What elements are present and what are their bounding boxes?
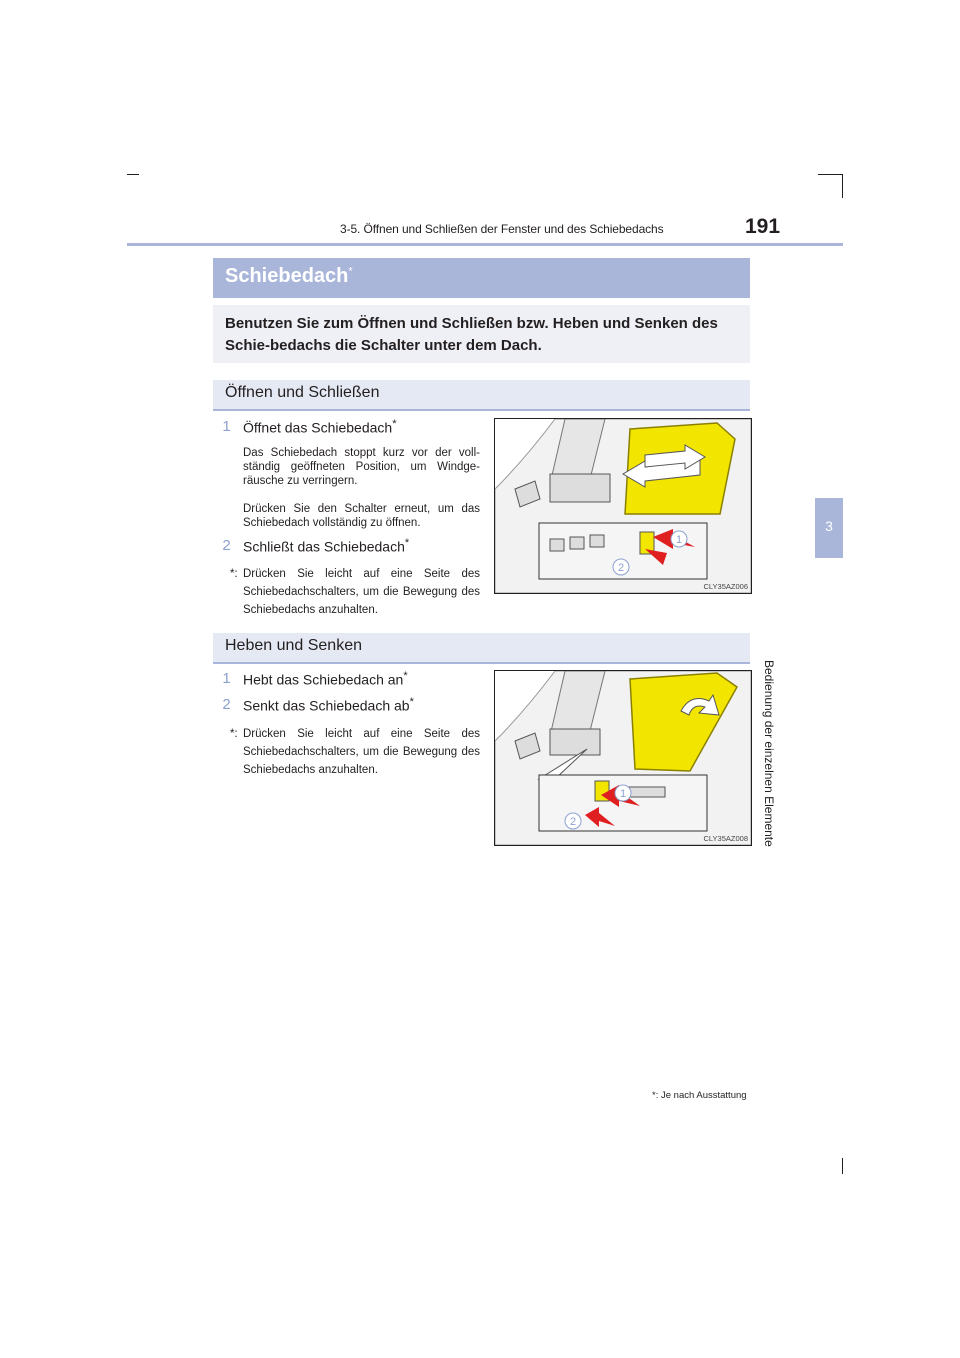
illustration-open-close [494, 418, 752, 594]
roof-console-drawing [495, 419, 751, 593]
footnote-symbol: *: [230, 728, 238, 740]
subsection-heading-open-close [213, 380, 750, 411]
illustration-code: CLY35AZ006 [703, 582, 748, 591]
crop-mark [842, 1158, 843, 1174]
step-note: Drücken Sie den Schalter erneut, um das Schiebedach vollständig zu öffnen. [243, 503, 480, 529]
subsection-heading-tilt [213, 633, 750, 664]
intro-text: Benutzen Sie zum Öffnen und Schließen bzw. Heben und Senken des Schie-bedachs die Schalter unter dem Dach. [225, 315, 718, 354]
step-number: 2 [222, 696, 231, 713]
chapter-tab [815, 498, 843, 558]
step-note: Das Schiebedach stoppt kurz vor der voll-ständig geöffneten Position, um Windge-räusche zu verringern. [243, 447, 480, 487]
footnote-text: : Je nach Ausstattung [655, 1090, 747, 1101]
optional-mark: * [403, 670, 408, 682]
optional-mark: * [348, 265, 353, 278]
crop-mark [818, 174, 843, 175]
step-number: 1 [222, 418, 231, 435]
chapter-number: 3 [825, 518, 833, 534]
step-label: Öffnet das Schiebedach [243, 419, 393, 436]
callout-1: 1 [675, 534, 683, 546]
callout-2: 2 [617, 562, 625, 574]
optional-mark: * [404, 537, 410, 549]
optional-mark: * [409, 696, 414, 708]
footnote-stop-movement [230, 725, 480, 781]
page-footnote [652, 1090, 747, 1101]
illustration-tilt [494, 670, 752, 846]
illustration-code: CLY35AZ008 [703, 834, 748, 843]
subsection-heading-text: Öffnen und Schließen [225, 384, 380, 401]
intro-box [213, 305, 750, 363]
crop-mark [127, 174, 139, 175]
callout-1: 1 [619, 788, 627, 800]
step-label: Senkt das Schiebedach ab [243, 697, 410, 714]
step-text [243, 696, 414, 714]
footnote-text: Drücken Sie leicht auf eine Seite des Schiebedachschalters, um die Bewegung des Schiebedachs anzuhalten. [243, 728, 480, 776]
step-text [243, 418, 396, 436]
section-title-bar [213, 258, 750, 298]
step-text [243, 670, 408, 688]
header-rule [127, 243, 843, 246]
footnote-text: Drücken Sie leicht auf eine Seite des Schiebedachschalters, um die Bewegung des Schiebedachs anzuhalten. [243, 568, 480, 616]
roof-console-drawing [495, 671, 751, 845]
step-text [243, 537, 409, 555]
header-section-title: 3-5. Öffnen und Schließen der Fenster und des Schiebedachs [340, 222, 664, 236]
subsection-heading-text: Heben und Senken [225, 637, 362, 654]
chapter-title: Bedienung der einzelnen Elemente [762, 660, 776, 847]
footnote-symbol: *: [230, 568, 238, 580]
optional-mark: * [392, 418, 397, 430]
footnote-symbol: * [652, 1090, 656, 1101]
crop-mark [842, 174, 843, 198]
callout-2: 2 [569, 816, 577, 828]
step-number: 2 [222, 537, 231, 554]
step-label: Hebt das Schiebedach an [243, 671, 404, 688]
section-title [225, 265, 353, 288]
section-title-text: Schiebedach [225, 265, 349, 287]
step-label: Schließt das Schiebedach [243, 538, 405, 555]
page-number: 191 [745, 215, 781, 238]
step-number: 1 [222, 670, 231, 687]
footnote-stop-movement [230, 565, 480, 621]
